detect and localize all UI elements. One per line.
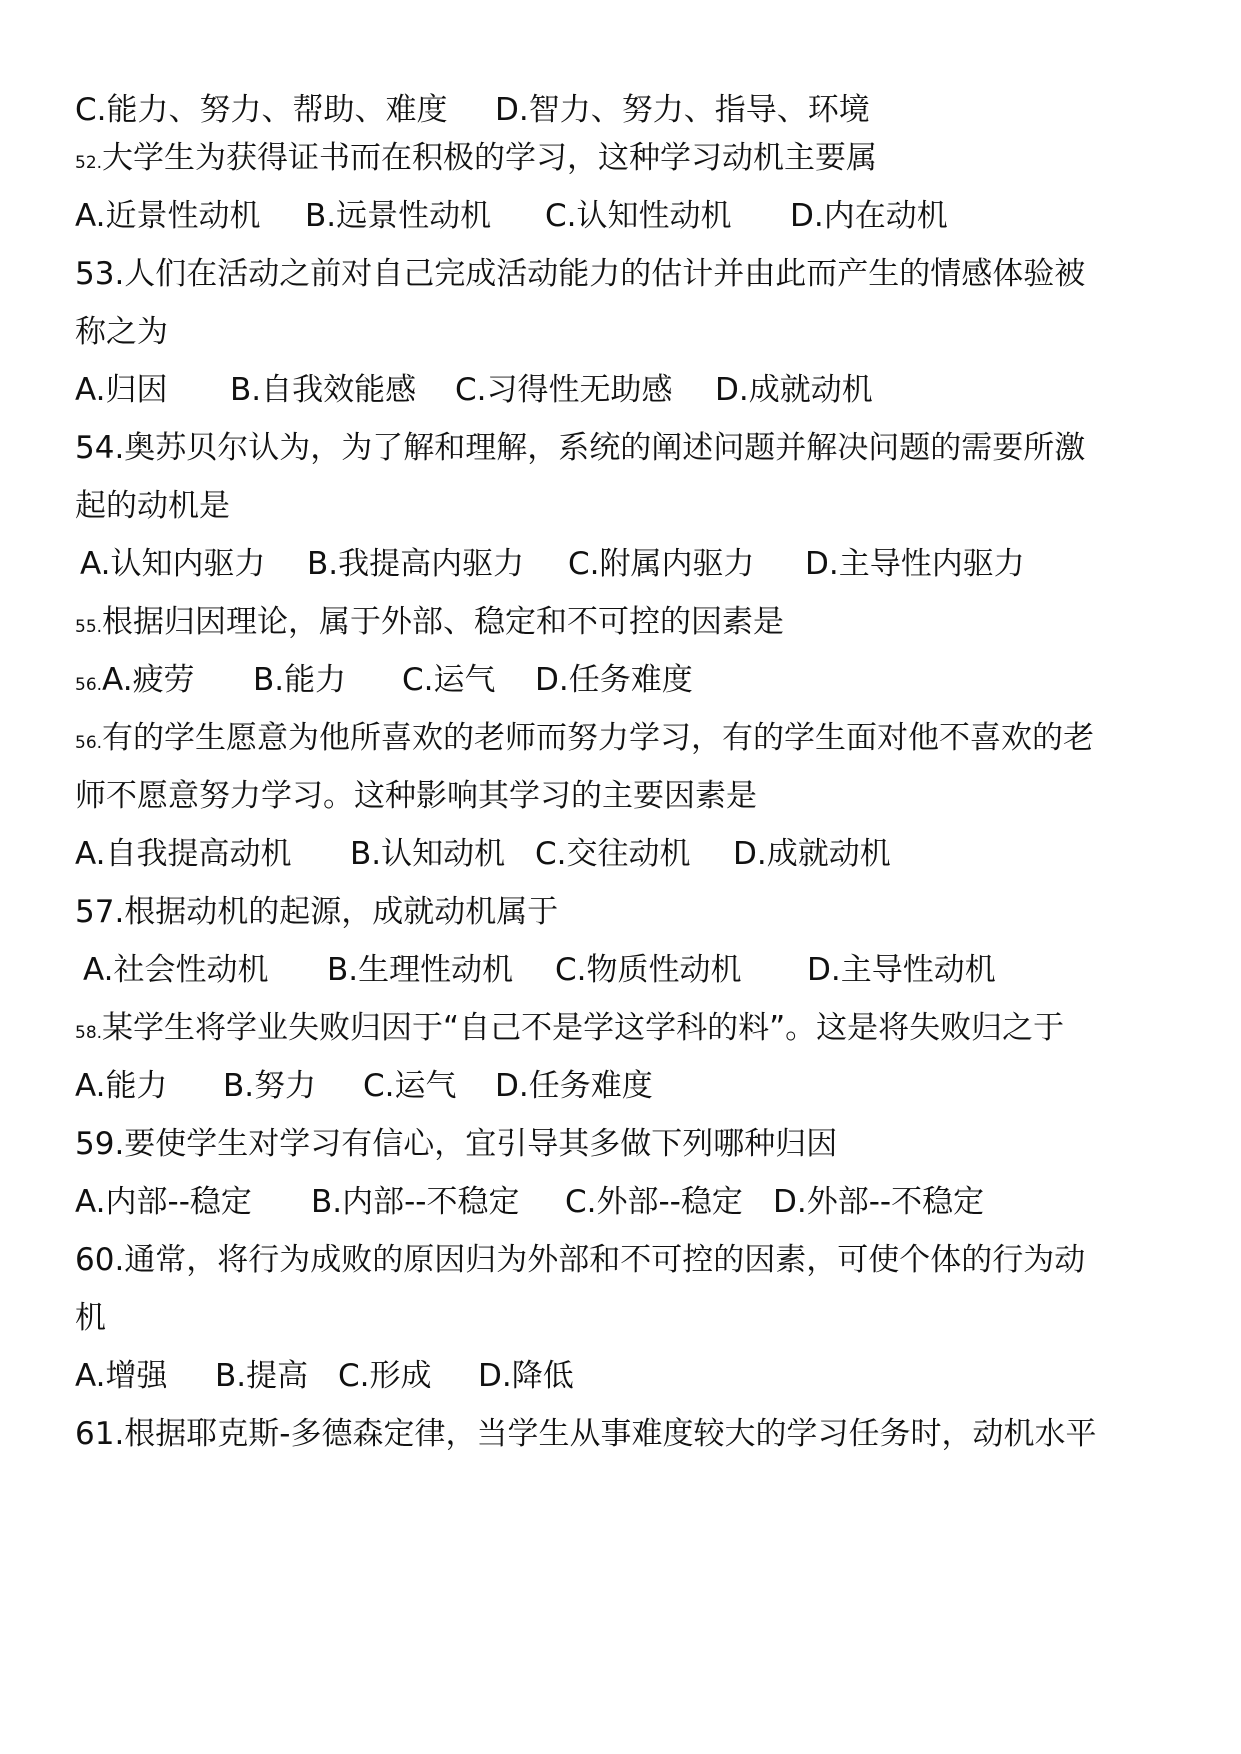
- q52-option-b: B.远景性动机: [305, 198, 492, 234]
- q53-stem-line2: 称之为: [75, 314, 168, 350]
- q61-stem-line1: 61.根据耶克斯-多德森定律，当学生从事难度较大的学习任务时，动机水平: [75, 1416, 1097, 1452]
- q56-options: [75, 834, 1201, 874]
- q59-option-b: B.内部--不稳定: [311, 1184, 520, 1220]
- q57-option-b: B.生理性动机: [327, 952, 514, 988]
- q58-number: 58.: [75, 1023, 103, 1043]
- q60-option-a: A.增强: [75, 1358, 168, 1394]
- q52-option-d: D.内在动机: [790, 198, 948, 234]
- q58-option-d: D.任务难度: [495, 1068, 653, 1104]
- q60-option-c: C.形成: [338, 1358, 432, 1394]
- q54-stem-line2: 起的动机是: [75, 488, 230, 524]
- q55-option-c: C.运气: [402, 662, 496, 698]
- q54-option-c: C.附属内驱力: [568, 546, 755, 582]
- q54-option-b: B.我提高内驱力: [307, 546, 525, 582]
- q60-option-d: D.降低: [478, 1358, 574, 1394]
- q54-options: [75, 544, 1201, 584]
- q53-option-c: C.习得性无助感: [455, 372, 673, 408]
- q56-text-1: 有的学生愿意为他所喜欢的老师而努力学习，有的学生面对他不喜欢的老: [102, 720, 1095, 756]
- q60-stem-line2: 机: [75, 1300, 106, 1336]
- q56-option-b: B.认知动机: [350, 836, 506, 872]
- q56-option-d: D.成就动机: [733, 836, 891, 872]
- q54-stem-line1: 54.奥苏贝尔认为，为了解和理解，系统的阐述问题并解决问题的需要所激: [75, 430, 1086, 466]
- q52-stem: [75, 138, 1201, 178]
- q52-number: 52.: [75, 153, 103, 173]
- q53-options: [75, 370, 1201, 410]
- q55-option-a-text: A.疲劳: [102, 662, 195, 698]
- q58-option-c: C.运气: [363, 1068, 457, 1104]
- q56-stem-line2: 师不愿意努力学习。这种影响其学习的主要因素是: [75, 778, 757, 814]
- q55-text: 根据归因理论，属于外部、稳定和不可控的因素是: [102, 604, 785, 640]
- q55-stem: [75, 602, 1201, 642]
- q55-option-b: B.能力: [253, 662, 347, 698]
- q57-option-d: D.主导性动机: [807, 952, 996, 988]
- q52-text: 大学生为获得证书而在积极的学习，这种学习动机主要属: [102, 140, 878, 176]
- q53-option-a: A.归因: [75, 372, 168, 408]
- q57-option-a: A.社会性动机: [83, 952, 269, 988]
- q57-option-c: C.物质性动机: [555, 952, 742, 988]
- q53-option-d: D.成就动机: [715, 372, 873, 408]
- q58-text: 某学生将学业失败归因于“自己不是学这学科的料”。这是将失败归之于: [102, 1010, 1065, 1046]
- q57-stem: 57.根据动机的起源，成就动机属于: [75, 894, 559, 930]
- q54-option-d: D.主导性内驱力: [805, 546, 1025, 582]
- q51-option-d: D.智力、努力、指导、环境: [495, 92, 870, 128]
- q59-options: [75, 1182, 1201, 1222]
- q59-option-c: C.外部--稳定: [565, 1184, 743, 1220]
- q52-options: [75, 196, 1201, 236]
- q60-stem-line1: 60.通常，将行为成败的原因归为外部和不可控的因素，可使个体的行为动: [75, 1242, 1086, 1278]
- q59-option-d: D.外部--不稳定: [773, 1184, 985, 1220]
- q57-options: [75, 950, 1201, 990]
- q59-stem: 59.要使学生对学习有信心，宜引导其多做下列哪种归因: [75, 1126, 838, 1162]
- q52-option-c: C.认知性动机: [545, 198, 732, 234]
- q53-option-b: B.自我效能感: [230, 372, 417, 408]
- q60-options: [75, 1356, 1201, 1396]
- q55-option-d: D.任务难度: [535, 662, 693, 698]
- q56-stem-line1: [75, 718, 1201, 758]
- q53-stem-line1: 53.人们在活动之前对自己完成活动能力的估计并由此而产生的情感体验被: [75, 256, 1086, 292]
- q55-number: 55.: [75, 617, 103, 637]
- q60-option-b: B.提高: [215, 1358, 309, 1394]
- q54-option-a: A.认知内驱力: [80, 546, 266, 582]
- q56-number: 56.: [75, 733, 103, 753]
- q58-option-b: B.努力: [223, 1068, 317, 1104]
- q51-options: [75, 90, 1201, 130]
- q55-options: [75, 660, 1201, 700]
- q58-options: [75, 1066, 1201, 1106]
- q58-option-a: A.能力: [75, 1068, 168, 1104]
- q58-stem: [75, 1008, 1201, 1048]
- q59-option-a: A.内部--稳定: [75, 1184, 252, 1220]
- q51-option-c: C.能力、努力、帮助、难度: [75, 92, 448, 128]
- q56-option-c: C.交往动机: [535, 836, 691, 872]
- q52-option-a: A.近景性动机: [75, 198, 261, 234]
- q56-option-a: A.自我提高动机: [75, 836, 292, 872]
- q55-option-number: 56.: [75, 675, 103, 695]
- q55-option-a: [75, 660, 195, 705]
